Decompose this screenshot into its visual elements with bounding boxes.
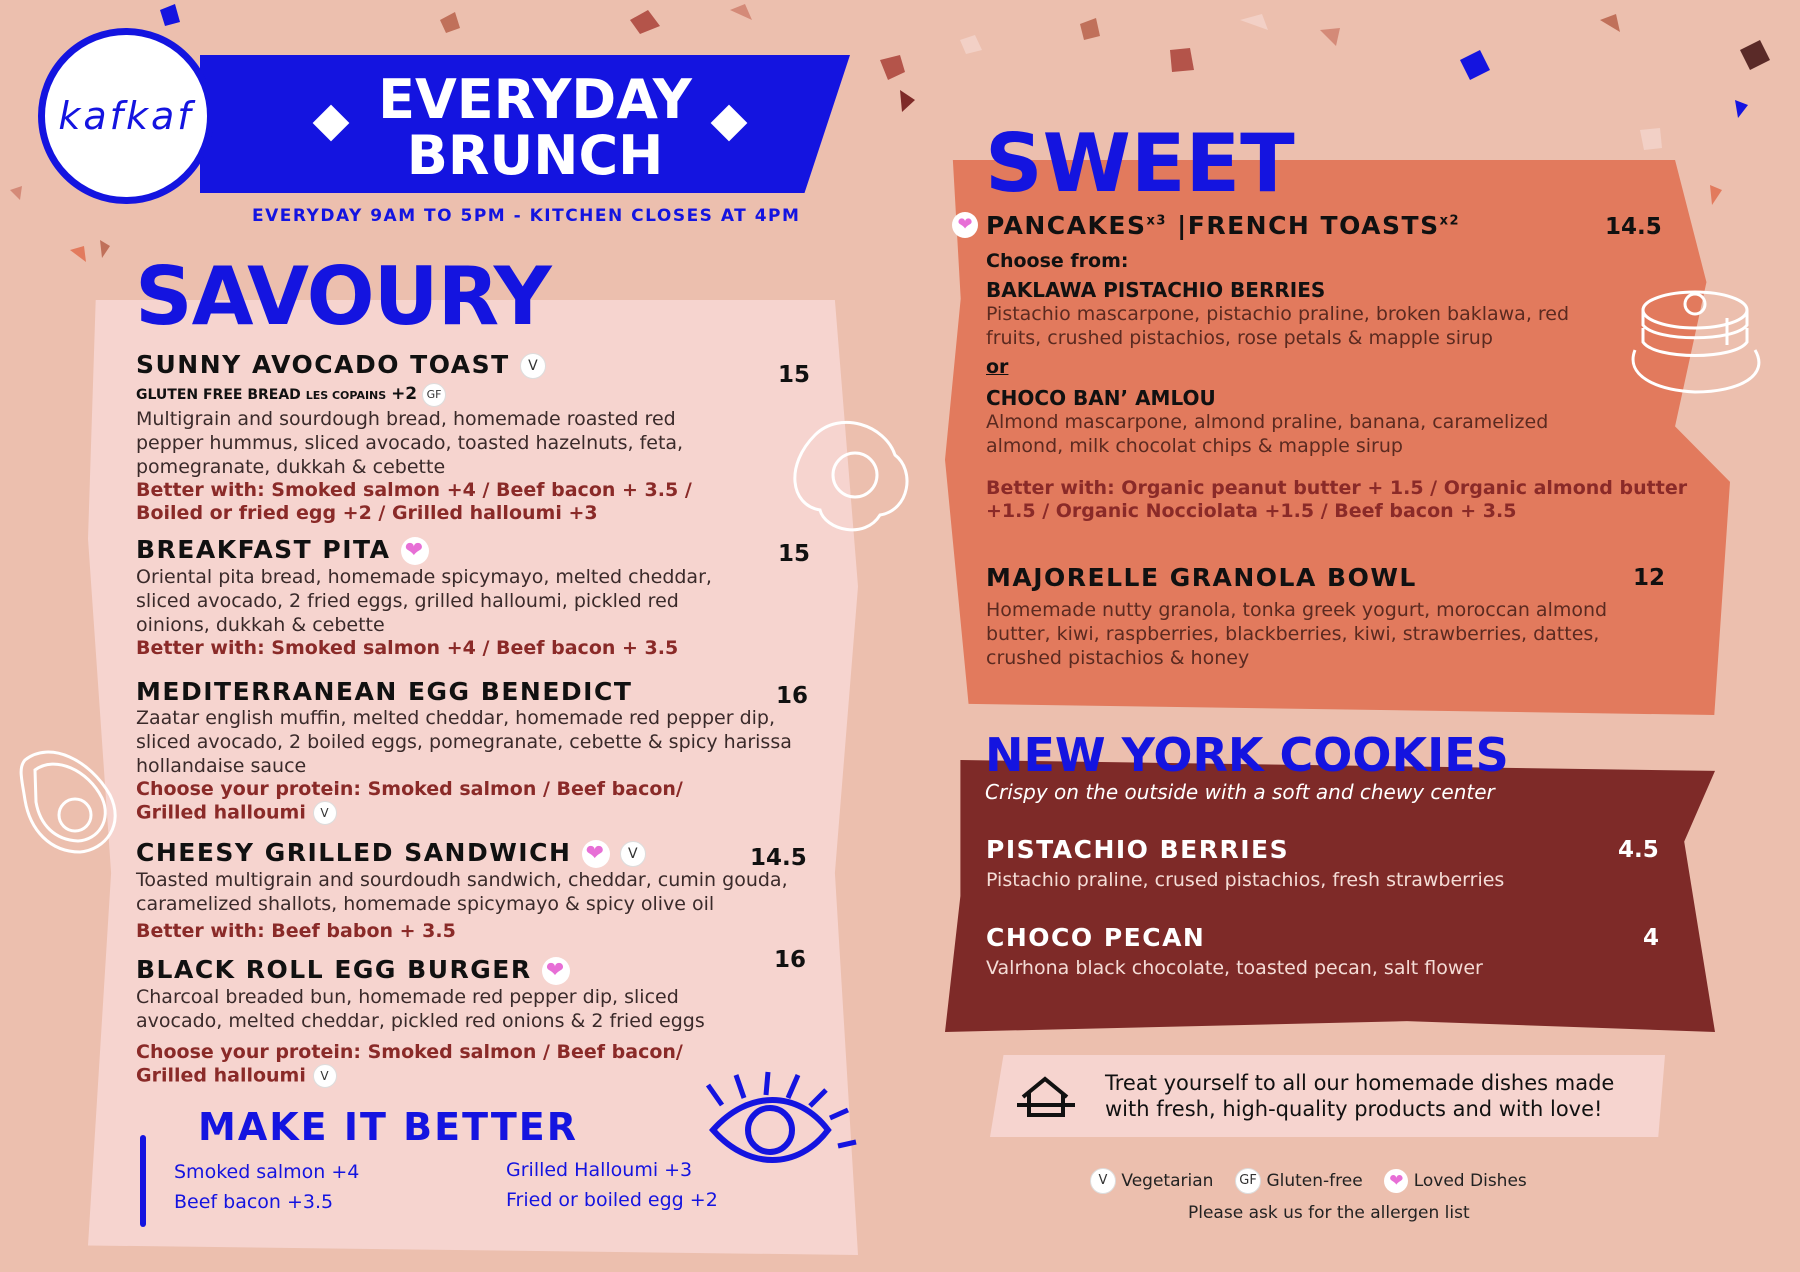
vegetarian-badge-icon: V: [520, 353, 546, 379]
house-icon: [1015, 1075, 1077, 1119]
allergen-note: Please ask us for the allergen list: [1188, 1203, 1470, 1223]
item-better-with: Better with: Smoked salmon +4 / Beef bacon + 3.5 / Boiled or fried egg +2 / Grilled halloumi +3: [136, 479, 692, 524]
logo-text: kafkaf: [58, 94, 194, 138]
item-description: Oriental pita bread, homemade spicymayo, melted cheddar, sliced avocado, 2 fried eggs, grilled halloumi, pickled red oinions, dukkah & cebette: [136, 566, 712, 636]
granola-price: 12: [1633, 565, 1666, 591]
vegetarian-badge-icon: V: [313, 1064, 337, 1088]
item-description: Multigrain and sourdough bread, homemade roasted red pepper hummus, sliced avocado, toasted hazelnuts, feta, pomegranate, dukkah & cebette: [136, 408, 684, 478]
gf-note: GLUTEN FREE BREAD LES COPAINS +2 GF: [136, 383, 806, 407]
heart-icon: ❤: [952, 212, 978, 238]
item-price: 14.5: [750, 845, 807, 871]
opening-hours: EVERYDAY 9AM TO 5PM - KITCHEN CLOSES AT 4PM: [252, 206, 801, 226]
option-description: Almond mascarpone, almond praline, banana, caramelized almond, milk chocolat chips & mapple sirup: [986, 411, 1549, 457]
menu-item-egg-burger: [136, 955, 806, 1088]
cookie-price: 4.5: [1618, 837, 1659, 863]
gluten-free-badge-icon: GF: [1235, 1168, 1261, 1194]
item-price: 16: [776, 683, 809, 709]
legend-vegetarian: Vegetarian: [1121, 1171, 1214, 1191]
make-it-better-col1: [174, 1157, 359, 1217]
title-line-1: EVERYDAY: [378, 68, 692, 131]
fried-egg-icon: [785, 415, 920, 540]
item-choose-protein: Choose your protein: Smoked salmon / Beef bacon/: [136, 778, 683, 800]
vegetarian-badge-icon: V: [620, 841, 646, 867]
legend: [1090, 1168, 1527, 1194]
eye-icon: [688, 1070, 858, 1195]
menu-item-breakfast-pita: [136, 535, 806, 660]
vegetarian-badge-icon: V: [313, 801, 337, 825]
pancakes-options: [986, 250, 1626, 458]
item-price: 15: [778, 362, 811, 388]
item-better-with: Better with: Beef babon + 3.5: [136, 920, 456, 942]
sweet-title: SWEET: [985, 117, 1295, 210]
cookie-description: Valrhona black chocolate, toasted pecan, salt flower: [986, 957, 1483, 979]
cookies-title: NEW YORK COOKIES: [985, 728, 1509, 782]
item-choose-protein: Choose your protein: Smoked salmon / Beef bacon/: [136, 1041, 683, 1063]
choose-label: Choose from:: [986, 250, 1129, 272]
page-title: [370, 68, 700, 187]
item-choose-protein-2: Grilled halloumi V: [136, 801, 806, 825]
cookie-price: 4: [1643, 925, 1660, 951]
heart-icon: ❤: [582, 840, 610, 868]
item-description: Zaatar english muffin, melted cheddar, homemade red pepper dip, sliced avocado, 2 boiled eggs, pomegranate, cebette & spicy harissa hollandaise sauce: [136, 707, 792, 777]
cookie-title: CHOCO PECAN: [986, 923, 1206, 952]
heart-icon: ❤: [1384, 1169, 1408, 1193]
pancakes-title: $PANCAKES^{x3}$ |FRENCH $TOASTS^{x2}$: [986, 211, 1461, 240]
or-label: or: [986, 356, 1009, 378]
item-choose-protein-2: Grilled halloumi V: [136, 1064, 806, 1088]
item-title: BLACK ROLL EGG BURGER ❤: [136, 955, 806, 985]
cookie-title: PISTACHIO BERRIES: [986, 835, 1290, 864]
gluten-free-badge-icon: GF: [422, 383, 446, 407]
pancake-stack-icon: [1615, 280, 1775, 410]
item-title: SUNNY AVOCADO TOAST V: [136, 350, 806, 379]
menu-item-avocado-toast: [136, 350, 806, 525]
title-line-2: BRUNCH: [406, 124, 664, 187]
item-price: 15: [778, 541, 811, 567]
legend-loved: Loved Dishes: [1413, 1171, 1527, 1191]
item-description: Toasted multigrain and sourdoudh sandwich, cheddar, cumin gouda, caramelized shallots, homemade spicymayo & spicy olive oil: [136, 869, 788, 915]
item-title: BREAKFAST PITA ❤: [136, 535, 806, 565]
granola-description: Homemade nutty granola, tonka greek yogurt, moroccan almond butter, kiwi, raspberries, blackberries, kiwi, strawberries, dattes, crushed pistachios & honey: [986, 599, 1608, 669]
pancakes-price: 14.5: [1605, 214, 1662, 240]
extra-item: Smoked salmon +4: [174, 1161, 360, 1183]
extra-item: Fried or boiled egg +2: [506, 1189, 718, 1211]
menu-item-grilled-sandwich: [136, 838, 806, 943]
cookies-subtitle: Crispy on the outside with a soft and chewy center: [985, 780, 1495, 804]
item-title: CHEESY GRILLED SANDWICH ❤ V: [136, 838, 806, 868]
option-title: CHOCO BAN’ AMLOU: [986, 386, 1216, 410]
menu-item-egg-benedict: [136, 677, 809, 825]
make-it-better-bar: [140, 1135, 146, 1227]
heart-icon: ❤: [542, 957, 570, 985]
extra-item: Beef bacon +3.5: [174, 1191, 334, 1213]
savoury-title: SAVOURY: [135, 250, 551, 343]
cookie-description: Pistachio praline, crused pistachios, fresh strawberries: [986, 869, 1505, 891]
item-price: 16: [774, 947, 807, 973]
item-title: MEDITERRANEAN EGG BENEDICT: [136, 677, 633, 706]
heart-icon: ❤: [401, 537, 429, 565]
option-title: BAKLAWA PISTACHIO BERRIES: [986, 278, 1326, 302]
make-it-better-col2: [506, 1155, 718, 1215]
item-description: Charcoal breaded bun, homemade red pepper dip, sliced avocado, melted cheddar, pickled red onions & 2 fried eggs: [136, 986, 705, 1032]
legend-gluten-free: Gluten-free: [1266, 1171, 1363, 1191]
make-it-better-title: MAKE IT BETTER: [198, 1105, 579, 1149]
logo: [38, 28, 214, 204]
extra-item: Grilled Halloumi +3: [506, 1159, 693, 1181]
vegetarian-badge-icon: V: [1090, 1168, 1116, 1194]
pancakes-better-with: Better with: Organic peanut butter + 1.5 / Organic almond butter +1.5 / Organic Nocciolata +1.5 / Beef bacon + 3.5: [986, 477, 1688, 522]
homemade-note-text: Treat yourself to all our homemade dishes made with fresh, high-quality products and with love!: [1105, 1071, 1615, 1121]
avocado-icon: [10, 740, 130, 860]
option-description: Pistachio mascarpone, pistachio praline, broken baklawa, red fruits, crushed pistachios, rose petals & mapple sirup: [986, 303, 1570, 349]
granola-title: MAJORELLE GRANOLA BOWL: [986, 563, 1417, 592]
item-better-with: Better with: Smoked salmon +4 / Beef bacon + 3.5: [136, 637, 679, 659]
